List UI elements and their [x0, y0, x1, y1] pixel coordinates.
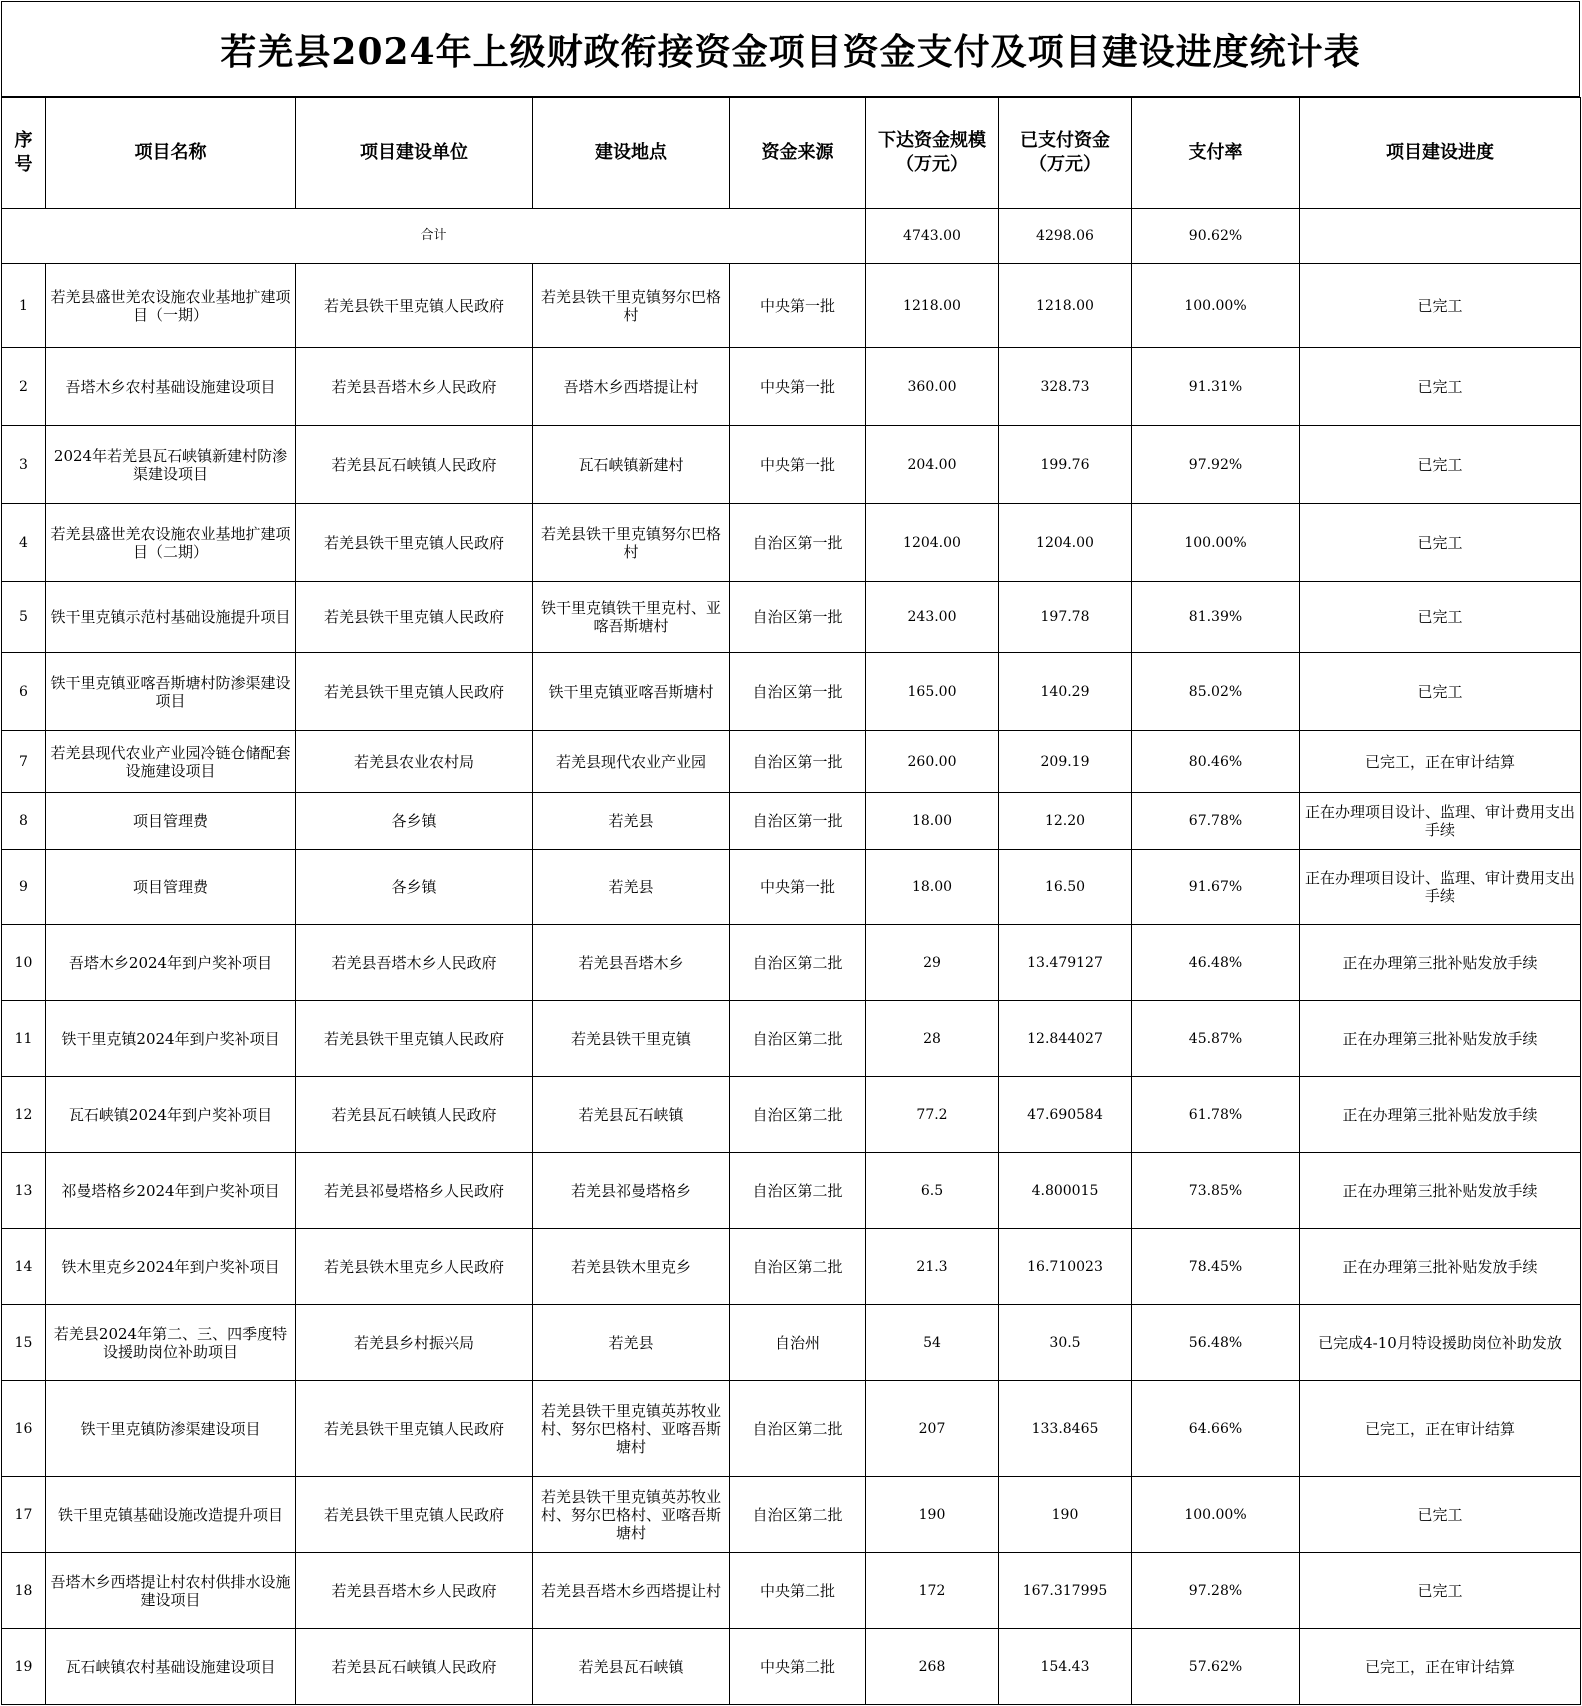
cell-seq: 7	[2, 731, 46, 793]
cell-allocated: 260.00	[866, 731, 999, 793]
table-row	[2, 348, 1581, 426]
cell-seq: 19	[2, 1629, 46, 1705]
cell-rate: 78.45%	[1132, 1229, 1300, 1305]
cell-rate: 64.66%	[1132, 1381, 1300, 1477]
cell-rate: 56.48%	[1132, 1305, 1300, 1381]
cell-fund-source: 自治区第一批	[730, 731, 866, 793]
cell-seq: 10	[2, 925, 46, 1001]
cell-rate: 46.48%	[1132, 925, 1300, 1001]
cell-paid: 199.76	[999, 426, 1132, 504]
cell-paid: 30.5	[999, 1305, 1132, 1381]
cell-paid: 16.50	[999, 850, 1132, 925]
cell-fund-source: 自治区第一批	[730, 582, 866, 653]
header-rate: 支付率	[1132, 98, 1300, 209]
cell-allocated: 207	[866, 1381, 999, 1477]
cell-construction-unit: 若羌县铁干里克镇人民政府	[296, 504, 533, 582]
cell-seq: 15	[2, 1305, 46, 1381]
cell-construction-unit: 若羌县瓦石峡镇人民政府	[296, 426, 533, 504]
table-row	[2, 1229, 1581, 1305]
header-seq: 序号	[2, 98, 46, 209]
cell-allocated: 1204.00	[866, 504, 999, 582]
cell-paid: 13.479127	[999, 925, 1132, 1001]
cell-construction-unit: 若羌县铁干里克镇人民政府	[296, 1001, 533, 1077]
cell-location: 瓦石峡镇新建村	[533, 426, 730, 504]
table-row	[2, 1001, 1581, 1077]
cell-allocated: 18.00	[866, 793, 999, 850]
cell-paid: 328.73	[999, 348, 1132, 426]
cell-allocated: 18.00	[866, 850, 999, 925]
cell-rate: 81.39%	[1132, 582, 1300, 653]
cell-progress: 正在办理第三批补贴发放手续	[1300, 1153, 1581, 1229]
cell-location: 若羌县铁干里克镇	[533, 1001, 730, 1077]
table-row	[2, 1153, 1581, 1229]
table-row	[2, 793, 1581, 850]
cell-location: 若羌县	[533, 1305, 730, 1381]
cell-project-name: 瓦石峡镇农村基础设施建设项目	[46, 1629, 296, 1705]
header-location: 建设地点	[533, 98, 730, 209]
cell-seq: 12	[2, 1077, 46, 1153]
cell-paid: 209.19	[999, 731, 1132, 793]
page-title: 若羌县2024年上级财政衔接资金项目资金支付及项目建设进度统计表	[220, 30, 1361, 73]
cell-fund-source: 自治区第二批	[730, 1477, 866, 1553]
cell-fund-source: 中央第二批	[730, 1553, 866, 1629]
table-row	[2, 1553, 1581, 1629]
cell-seq: 4	[2, 504, 46, 582]
cell-progress: 已完工，正在审计结算	[1300, 731, 1581, 793]
cell-seq: 17	[2, 1477, 46, 1553]
cell-project-name: 项目管理费	[46, 793, 296, 850]
cell-project-name: 铁干里克镇基础设施改造提升项目	[46, 1477, 296, 1553]
cell-rate: 45.87%	[1132, 1001, 1300, 1077]
cell-rate: 91.67%	[1132, 850, 1300, 925]
cell-project-name: 铁干里克镇防渗渠建设项目	[46, 1381, 296, 1477]
cell-location: 若羌县铁干里克镇努尔巴格村	[533, 264, 730, 348]
cell-construction-unit: 若羌县瓦石峡镇人民政府	[296, 1077, 533, 1153]
cell-location: 若羌县铁干里克镇英苏牧业村、努尔巴格村、亚喀吾斯塘村	[533, 1381, 730, 1477]
cell-allocated: 190	[866, 1477, 999, 1553]
table-row	[2, 1381, 1581, 1477]
cell-construction-unit: 若羌县瓦石峡镇人民政府	[296, 1629, 533, 1705]
cell-location: 若羌县吾塔木乡	[533, 925, 730, 1001]
header-paid: 已支付资金（万元）	[999, 98, 1132, 209]
table-row	[2, 426, 1581, 504]
cell-fund-source: 自治区第一批	[730, 504, 866, 582]
cell-fund-source: 自治区第二批	[730, 1001, 866, 1077]
cell-allocated: 21.3	[866, 1229, 999, 1305]
header-source: 资金来源	[730, 98, 866, 209]
cell-construction-unit: 若羌县农业农村局	[296, 731, 533, 793]
cell-rate: 73.85%	[1132, 1153, 1300, 1229]
cell-project-name: 吾塔木乡2024年到户奖补项目	[46, 925, 296, 1001]
cell-allocated: 204.00	[866, 426, 999, 504]
cell-construction-unit: 若羌县吾塔木乡人民政府	[296, 925, 533, 1001]
cell-progress: 正在办理项目设计、监理、审计费用支出手续	[1300, 793, 1581, 850]
cell-paid: 4.800015	[999, 1153, 1132, 1229]
cell-fund-source: 自治区第二批	[730, 1229, 866, 1305]
table-row	[2, 925, 1581, 1001]
cell-paid: 1204.00	[999, 504, 1132, 582]
cell-project-name: 祁曼塔格乡2024年到户奖补项目	[46, 1153, 296, 1229]
table-row	[2, 1305, 1581, 1381]
cell-paid: 12.20	[999, 793, 1132, 850]
cell-rate: 80.46%	[1132, 731, 1300, 793]
cell-rate: 100.00%	[1132, 264, 1300, 348]
cell-progress: 已完工	[1300, 653, 1581, 731]
cell-progress: 正在办理第三批补贴发放手续	[1300, 1001, 1581, 1077]
table-row	[2, 850, 1581, 925]
cell-paid: 197.78	[999, 582, 1132, 653]
cell-seq: 11	[2, 1001, 46, 1077]
header-allocated: 下达资金规模（万元）	[866, 98, 999, 209]
cell-project-name: 吾塔木乡西塔提让村农村供排水设施建设项目	[46, 1553, 296, 1629]
cell-paid: 47.690584	[999, 1077, 1132, 1153]
cell-progress: 已完工	[1300, 348, 1581, 426]
cell-progress: 已完成4-10月特设援助岗位补助发放	[1300, 1305, 1581, 1381]
table-row	[2, 264, 1581, 348]
cell-rate: 67.78%	[1132, 793, 1300, 850]
cell-rate: 100.00%	[1132, 1477, 1300, 1553]
table-row	[2, 1629, 1581, 1705]
cell-progress: 正在办理第三批补贴发放手续	[1300, 925, 1581, 1001]
cell-rate: 85.02%	[1132, 653, 1300, 731]
cell-paid: 167.317995	[999, 1553, 1132, 1629]
cell-location: 若羌县	[533, 850, 730, 925]
cell-project-name: 项目管理费	[46, 850, 296, 925]
cell-fund-source: 中央第一批	[730, 264, 866, 348]
cell-fund-source: 自治区第二批	[730, 925, 866, 1001]
total-rate: 90.62%	[1132, 209, 1300, 264]
cell-allocated: 243.00	[866, 582, 999, 653]
cell-seq: 13	[2, 1153, 46, 1229]
cell-progress: 正在办理第三批补贴发放手续	[1300, 1229, 1581, 1305]
cell-paid: 1218.00	[999, 264, 1132, 348]
table-row	[2, 731, 1581, 793]
cell-location: 铁干里克镇铁干里克村、亚喀吾斯塘村	[533, 582, 730, 653]
cell-rate: 91.31%	[1132, 348, 1300, 426]
cell-allocated: 6.5	[866, 1153, 999, 1229]
cell-progress: 已完工，正在审计结算	[1300, 1629, 1581, 1705]
cell-construction-unit: 若羌县铁干里克镇人民政府	[296, 1477, 533, 1553]
cell-location: 若羌县瓦石峡镇	[533, 1629, 730, 1705]
cell-construction-unit: 若羌县铁干里克镇人民政府	[296, 582, 533, 653]
cell-location: 若羌县吾塔木乡西塔提让村	[533, 1553, 730, 1629]
cell-fund-source: 自治区第二批	[730, 1077, 866, 1153]
cell-allocated: 172	[866, 1553, 999, 1629]
cell-construction-unit: 若羌县乡村振兴局	[296, 1305, 533, 1381]
cell-project-name: 吾塔木乡农村基础设施建设项目	[46, 348, 296, 426]
cell-construction-unit: 若羌县铁干里克镇人民政府	[296, 264, 533, 348]
cell-location: 若羌县	[533, 793, 730, 850]
cell-seq: 2	[2, 348, 46, 426]
header-row	[2, 98, 1581, 209]
cell-construction-unit: 若羌县吾塔木乡人民政府	[296, 1553, 533, 1629]
cell-progress: 已完工	[1300, 582, 1581, 653]
cell-seq: 8	[2, 793, 46, 850]
cell-rate: 61.78%	[1132, 1077, 1300, 1153]
cell-allocated: 54	[866, 1305, 999, 1381]
cell-paid: 190	[999, 1477, 1132, 1553]
progress-table	[1, 97, 1581, 1705]
total-progress	[1300, 209, 1581, 264]
cell-fund-source: 中央第一批	[730, 426, 866, 504]
total-allocated: 4743.00	[866, 209, 999, 264]
cell-location: 若羌县现代农业产业园	[533, 731, 730, 793]
cell-location: 铁干里克镇亚喀吾斯塘村	[533, 653, 730, 731]
cell-paid: 140.29	[999, 653, 1132, 731]
cell-construction-unit: 若羌县铁木里克乡人民政府	[296, 1229, 533, 1305]
cell-paid: 12.844027	[999, 1001, 1132, 1077]
cell-location: 若羌县铁木里克乡	[533, 1229, 730, 1305]
title-bar	[1, 1, 1580, 97]
cell-allocated: 1218.00	[866, 264, 999, 348]
cell-seq: 18	[2, 1553, 46, 1629]
cell-location: 吾塔木乡西塔提让村	[533, 348, 730, 426]
cell-construction-unit: 若羌县祁曼塔格乡人民政府	[296, 1153, 533, 1229]
cell-rate: 97.28%	[1132, 1553, 1300, 1629]
cell-project-name: 若羌县2024年第二、三、四季度特设援助岗位补助项目	[46, 1305, 296, 1381]
header-unit: 项目建设单位	[296, 98, 533, 209]
table-row	[2, 582, 1581, 653]
cell-seq: 3	[2, 426, 46, 504]
table-row	[2, 504, 1581, 582]
cell-progress: 已完工	[1300, 264, 1581, 348]
cell-progress: 已完工	[1300, 504, 1581, 582]
cell-fund-source: 中央第二批	[730, 1629, 866, 1705]
cell-fund-source: 自治区第一批	[730, 793, 866, 850]
cell-construction-unit: 若羌县吾塔木乡人民政府	[296, 348, 533, 426]
header-progress: 项目建设进度	[1300, 98, 1581, 209]
table-row	[2, 1077, 1581, 1153]
header-name: 项目名称	[46, 98, 296, 209]
cell-project-name: 铁木里克乡2024年到户奖补项目	[46, 1229, 296, 1305]
cell-progress: 正在办理项目设计、监理、审计费用支出手续	[1300, 850, 1581, 925]
cell-project-name: 铁干里克镇亚喀吾斯塘村防渗渠建设项目	[46, 653, 296, 731]
total-row	[2, 209, 1581, 264]
cell-construction-unit: 若羌县铁干里克镇人民政府	[296, 1381, 533, 1477]
spreadsheet	[1, 1, 1580, 1705]
cell-seq: 6	[2, 653, 46, 731]
cell-location: 若羌县瓦石峡镇	[533, 1077, 730, 1153]
cell-seq: 9	[2, 850, 46, 925]
cell-paid: 154.43	[999, 1629, 1132, 1705]
cell-location: 若羌县祁曼塔格乡	[533, 1153, 730, 1229]
cell-project-name: 若羌县现代农业产业园冷链仓储配套设施建设项目	[46, 731, 296, 793]
cell-allocated: 77.2	[866, 1077, 999, 1153]
cell-allocated: 165.00	[866, 653, 999, 731]
cell-fund-source: 中央第一批	[730, 850, 866, 925]
cell-allocated: 28	[866, 1001, 999, 1077]
cell-location: 若羌县铁干里克镇英苏牧业村、努尔巴格村、亚喀吾斯塘村	[533, 1477, 730, 1553]
cell-construction-unit: 若羌县铁干里克镇人民政府	[296, 653, 533, 731]
cell-seq: 1	[2, 264, 46, 348]
cell-allocated: 29	[866, 925, 999, 1001]
cell-progress: 已完工	[1300, 426, 1581, 504]
cell-location: 若羌县铁干里克镇努尔巴格村	[533, 504, 730, 582]
cell-project-name: 瓦石峡镇2024年到户奖补项目	[46, 1077, 296, 1153]
cell-seq: 14	[2, 1229, 46, 1305]
cell-rate: 57.62%	[1132, 1629, 1300, 1705]
cell-project-name: 铁干里克镇2024年到户奖补项目	[46, 1001, 296, 1077]
cell-fund-source: 自治区第二批	[730, 1381, 866, 1477]
cell-progress: 已完工，正在审计结算	[1300, 1381, 1581, 1477]
total-label: 合计	[2, 209, 866, 264]
table-row	[2, 653, 1581, 731]
cell-paid: 133.8465	[999, 1381, 1132, 1477]
cell-seq: 16	[2, 1381, 46, 1477]
cell-rate: 97.92%	[1132, 426, 1300, 504]
cell-project-name: 若羌县盛世羌农设施农业基地扩建项目（二期）	[46, 504, 296, 582]
cell-paid: 16.710023	[999, 1229, 1132, 1305]
cell-construction-unit: 各乡镇	[296, 850, 533, 925]
cell-project-name: 若羌县盛世羌农设施农业基地扩建项目（一期）	[46, 264, 296, 348]
cell-seq: 5	[2, 582, 46, 653]
cell-allocated: 268	[866, 1629, 999, 1705]
cell-fund-source: 自治区第一批	[730, 653, 866, 731]
cell-fund-source: 自治州	[730, 1305, 866, 1381]
cell-progress: 正在办理第三批补贴发放手续	[1300, 1077, 1581, 1153]
cell-progress: 已完工	[1300, 1553, 1581, 1629]
table-row	[2, 1477, 1581, 1553]
cell-fund-source: 中央第一批	[730, 348, 866, 426]
cell-progress: 已完工	[1300, 1477, 1581, 1553]
total-paid: 4298.06	[999, 209, 1132, 264]
cell-construction-unit: 各乡镇	[296, 793, 533, 850]
cell-fund-source: 自治区第二批	[730, 1153, 866, 1229]
cell-allocated: 360.00	[866, 348, 999, 426]
cell-project-name: 2024年若羌县瓦石峡镇新建村防渗渠建设项目	[46, 426, 296, 504]
cell-rate: 100.00%	[1132, 504, 1300, 582]
cell-project-name: 铁干里克镇示范村基础设施提升项目	[46, 582, 296, 653]
